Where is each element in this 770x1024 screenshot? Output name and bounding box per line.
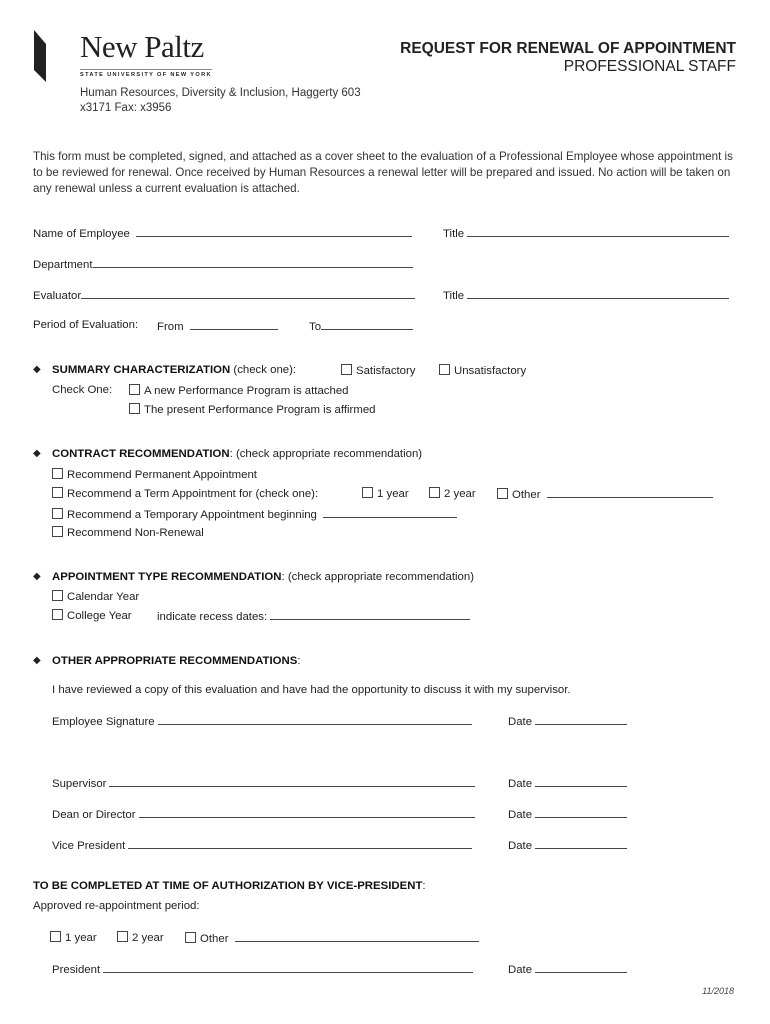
title-field-2[interactable]: [443, 288, 729, 302]
appointment-bullet-icon: ◆: [33, 571, 41, 582]
college-year-label: College Year: [67, 610, 132, 622]
vp-1-year-checkbox[interactable]: [50, 931, 61, 942]
evaluator-line[interactable]: [81, 288, 415, 299]
calendar-year-checkbox[interactable]: [52, 590, 63, 601]
calendar-year-label: Calendar Year: [67, 591, 140, 603]
new-program-option[interactable]: [129, 384, 349, 397]
term-2-year-label: 2 year: [444, 488, 476, 500]
department-field[interactable]: [33, 257, 413, 271]
title-line-2[interactable]: [467, 288, 729, 299]
check-one-label: Check One:: [52, 384, 113, 396]
president-field[interactable]: [52, 962, 473, 976]
term-1-year-option[interactable]: [362, 487, 409, 500]
vp-other-line[interactable]: [235, 931, 479, 942]
approved-period-label: Approved re-appointment period:: [33, 900, 200, 912]
intro-paragraph: This form must be completed, signed, and attached as a cover sheet to the evaluation of a Professional Employee whose appointment is to be reviewed for renewal. Once received by Human Resources a renewal letter will be prepared and issued. No action will be taken on any renewal unless a current evaluation is attached.: [33, 150, 733, 195]
satisfactory-label: Satisfactory: [356, 365, 416, 377]
appointment-note: : (check appropriate recommendation): [281, 571, 474, 583]
permanent-label: Recommend Permanent Appointment: [67, 469, 257, 481]
term-1-year-label: 1 year: [377, 488, 409, 500]
new-program-checkbox[interactable]: [129, 384, 140, 395]
temporary-label: Recommend a Temporary Appointment beginning: [67, 509, 317, 521]
vp-heading-row: [33, 880, 426, 892]
unsatisfactory-checkbox[interactable]: [439, 364, 450, 375]
to-label: To: [309, 321, 322, 333]
form-title-block: [400, 40, 736, 76]
vp-heading: TO BE COMPLETED AT TIME OF AUTHORIZATION BY VICE-PRESIDENT: [33, 880, 423, 892]
term-other-option[interactable]: [497, 487, 713, 501]
name-of-employee-line[interactable]: [136, 226, 412, 237]
appointment-heading: APPOINTMENT TYPE RECOMMENDATION: [52, 571, 282, 583]
contract-heading: CONTRACT RECOMMENDATION: [52, 448, 230, 460]
vp-1-year-option[interactable]: [50, 931, 97, 944]
vp-2-year-checkbox[interactable]: [117, 931, 128, 942]
title-label-2: Title: [443, 290, 465, 302]
summary-note: (check one):: [230, 364, 297, 376]
evaluator-field[interactable]: [33, 288, 415, 302]
logo-subtitle: STATE UNIVERSITY OF NEW YORK: [80, 69, 212, 78]
evaluator-label: Evaluator: [33, 290, 82, 302]
form-subtitle: PROFESSIONAL STAFF: [563, 58, 736, 75]
period-label: Period of Evaluation:: [33, 319, 139, 331]
vp-other-option[interactable]: [185, 931, 479, 945]
term-2-year-checkbox[interactable]: [429, 487, 440, 498]
vice-president-field[interactable]: [52, 838, 472, 852]
employee-signature-line[interactable]: [158, 714, 472, 725]
dean-date-line[interactable]: [535, 807, 627, 818]
president-label: President: [52, 964, 101, 976]
new-paltz-logo-mark: [34, 30, 74, 82]
office-phone: x3171 Fax: x3956: [80, 102, 172, 114]
vp-1-year-label: 1 year: [65, 932, 97, 944]
term-other-line[interactable]: [547, 487, 713, 498]
president-date-line[interactable]: [535, 962, 627, 973]
summary-heading: SUMMARY CHARACTERIZATION: [52, 364, 231, 376]
term-2-year-option[interactable]: [429, 487, 476, 500]
non-renewal-option[interactable]: [52, 526, 204, 539]
dean-date-label: Date: [508, 809, 533, 821]
dean-date-field[interactable]: [508, 807, 627, 821]
logo-name: New Paltz: [80, 29, 204, 64]
term-1-year-checkbox[interactable]: [362, 487, 373, 498]
vice-president-date-line[interactable]: [535, 838, 627, 849]
unsatisfactory-label: Unsatisfactory: [454, 365, 527, 377]
permanent-option[interactable]: [52, 468, 257, 481]
supervisor-field[interactable]: [52, 776, 475, 790]
temporary-option[interactable]: [52, 507, 457, 521]
contract-bullet-icon: ◆: [33, 448, 41, 459]
supervisor-label: Supervisor: [52, 778, 107, 790]
name-of-employee-field[interactable]: [33, 226, 412, 240]
employee-signature-field[interactable]: [52, 714, 472, 728]
employee-signature-label: Employee Signature: [52, 716, 155, 728]
appointment-heading-row: [52, 571, 474, 583]
other-bullet-icon: ◆: [33, 655, 41, 666]
term-other-label: Other: [512, 489, 541, 501]
present-program-option[interactable]: [129, 403, 376, 416]
vice-president-label: Vice President: [52, 840, 126, 852]
recess-dates-line[interactable]: [270, 609, 470, 620]
term-other-checkbox[interactable]: [497, 488, 508, 499]
president-date-label: Date: [508, 964, 533, 976]
president-date-field[interactable]: [508, 962, 627, 976]
department-label: Department: [33, 259, 93, 271]
unsatisfactory-option[interactable]: [439, 364, 526, 377]
non-renewal-label: Recommend Non-Renewal: [67, 527, 204, 539]
office-address: Human Resources, Diversity & Inclusion, Haggerty 603: [80, 87, 361, 99]
college-year-checkbox[interactable]: [52, 609, 63, 620]
office-info: [80, 86, 361, 116]
satisfactory-checkbox[interactable]: [341, 364, 352, 375]
vp-2-year-label: 2 year: [132, 932, 164, 944]
other-heading: OTHER APPROPRIATE RECOMMENDATIONS: [52, 655, 298, 667]
vice-president-date-field[interactable]: [508, 838, 627, 852]
to-line[interactable]: [321, 319, 413, 330]
summary-heading-row: [52, 364, 296, 376]
college-year-option[interactable]: [52, 609, 132, 622]
vp-other-label: Other: [200, 933, 229, 945]
from-label: From: [157, 321, 184, 333]
summary-bullet-icon: ◆: [33, 364, 41, 375]
title-line-1[interactable]: [467, 226, 729, 237]
employee-date-label: Date: [508, 716, 533, 728]
other-colon: :: [297, 655, 301, 667]
calendar-year-option[interactable]: [52, 590, 139, 603]
permanent-checkbox[interactable]: [52, 468, 63, 479]
temporary-checkbox[interactable]: [52, 508, 63, 519]
title-label-1: Title: [443, 228, 465, 240]
vp-colon: :: [422, 880, 426, 892]
to-field[interactable]: [309, 319, 413, 333]
term-label: Recommend a Term Appointment for (check one):: [67, 488, 319, 500]
dean-label: Dean or Director: [52, 809, 136, 821]
vp-2-year-option[interactable]: [117, 931, 164, 944]
temporary-date-line[interactable]: [323, 507, 457, 518]
from-line[interactable]: [190, 319, 278, 330]
employee-date-field[interactable]: [508, 714, 627, 728]
recess-dates-field[interactable]: [157, 609, 470, 623]
president-line[interactable]: [103, 962, 473, 973]
other-heading-row: [52, 655, 301, 667]
recess-dates-label: indicate recess dates:: [157, 611, 268, 623]
contract-note: : (check appropriate recommendation): [229, 448, 423, 460]
term-option[interactable]: [52, 487, 318, 500]
from-field[interactable]: [157, 319, 278, 333]
supervisor-date-line[interactable]: [535, 776, 627, 787]
term-checkbox[interactable]: [52, 487, 63, 498]
non-renewal-checkbox[interactable]: [52, 526, 63, 537]
form-revision-date: 11/2018: [702, 986, 734, 996]
dean-line[interactable]: [139, 807, 475, 818]
employee-date-line[interactable]: [535, 714, 627, 725]
supervisor-line[interactable]: [109, 776, 475, 787]
satisfactory-option[interactable]: [341, 364, 416, 377]
dean-field[interactable]: [52, 807, 475, 821]
contract-heading-row: [52, 448, 422, 460]
form-title: REQUEST FOR RENEWAL OF APPOINTMENT: [400, 40, 736, 57]
supervisor-date-field[interactable]: [508, 776, 627, 790]
department-line[interactable]: [93, 257, 413, 268]
present-program-checkbox[interactable]: [129, 403, 140, 414]
supervisor-date-label: Date: [508, 778, 533, 790]
vice-president-line[interactable]: [128, 838, 472, 849]
review-statement: I have reviewed a copy of this evaluation and have had the opportunity to discuss it with my supervisor.: [52, 684, 571, 696]
vp-other-checkbox[interactable]: [185, 932, 196, 943]
name-of-employee-label: Name of Employee: [33, 228, 130, 240]
title-field-1[interactable]: [443, 226, 729, 240]
present-program-label: The present Performance Program is affirmed: [144, 404, 376, 416]
vice-president-date-label: Date: [508, 840, 533, 852]
new-program-label: A new Performance Program is attached: [144, 385, 349, 397]
